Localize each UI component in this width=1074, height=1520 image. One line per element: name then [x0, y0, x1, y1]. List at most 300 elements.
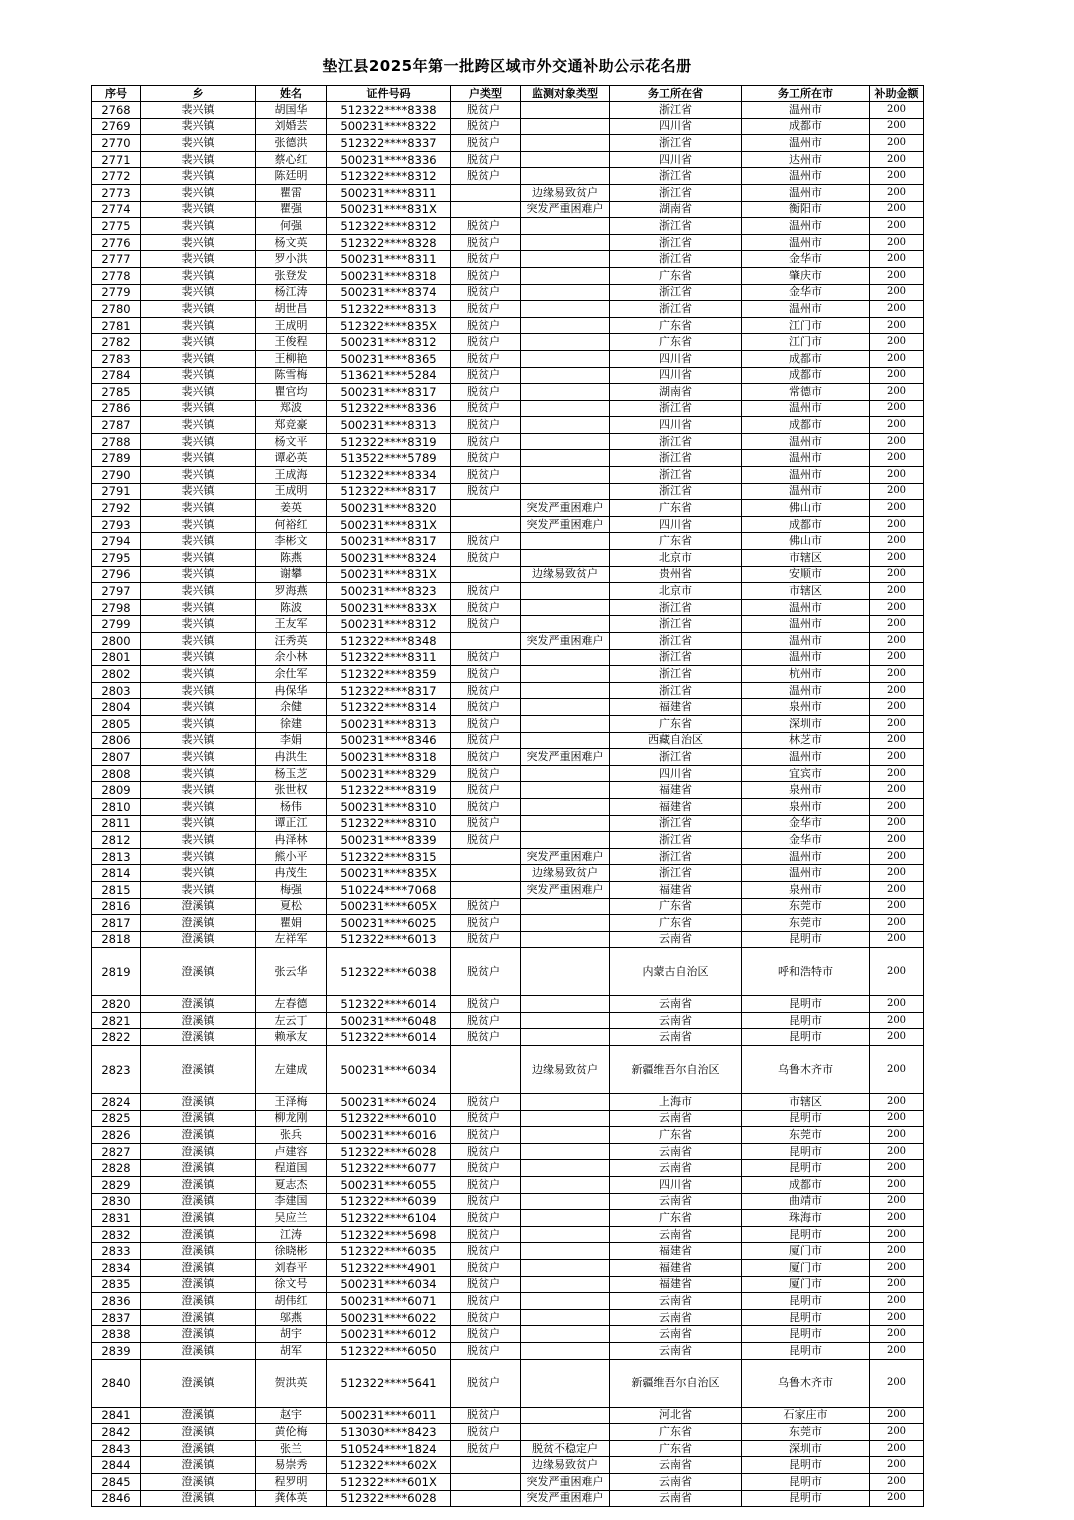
table-row: [92, 699, 924, 716]
cell-id: 500231****8322: [327, 118, 451, 135]
cell-work-province: 云南省: [610, 931, 742, 948]
cell-monitor-type: [521, 996, 610, 1013]
cell-seq: 2842: [92, 1424, 141, 1441]
cell-seq: 2783: [92, 350, 141, 367]
cell-household-type: [451, 881, 521, 898]
cell-name: 熊小平: [256, 848, 327, 865]
cell-monitor-type: [521, 1424, 610, 1441]
cell-work-province: 四川省: [610, 516, 742, 533]
cell-seq: 2845: [92, 1473, 141, 1490]
cell-seq: 2798: [92, 599, 141, 616]
cell-town: 裴兴镇: [141, 218, 256, 235]
cell-id: 500231****6048: [327, 1012, 451, 1029]
cell-household-type: 脱贫户: [451, 931, 521, 948]
cell-monitor-type: [521, 267, 610, 284]
cell-name: 左春德: [256, 996, 327, 1013]
cell-name: 余仕军: [256, 666, 327, 683]
cell-work-province: 广东省: [610, 267, 742, 284]
cell-seq: 2844: [92, 1457, 141, 1474]
cell-name: 赵宇: [256, 1407, 327, 1424]
cell-monitor-type: [521, 1243, 610, 1260]
cell-work-city: 厦门市: [742, 1276, 870, 1293]
cell-id: 500231****831X: [327, 201, 451, 218]
cell-amount: 200: [870, 915, 924, 932]
cell-household-type: 脱贫户: [451, 1226, 521, 1243]
table-row: [92, 1276, 924, 1293]
cell-id: 500231****8323: [327, 583, 451, 600]
cell-household-type: [451, 1490, 521, 1507]
cell-work-city: 昆明市: [742, 1309, 870, 1326]
cell-id: 512322****8317: [327, 483, 451, 500]
cell-amount: 200: [870, 616, 924, 633]
cell-work-province: 云南省: [610, 996, 742, 1013]
cell-id: 512322****6077: [327, 1160, 451, 1177]
cell-work-city: 昆明市: [742, 1342, 870, 1359]
cell-amount: 200: [870, 533, 924, 550]
table-row: [92, 417, 924, 434]
cell-work-province: 浙江省: [610, 666, 742, 683]
table-row: [92, 433, 924, 450]
cell-name: 瞿雷: [256, 184, 327, 201]
cell-work-city: 江门市: [742, 334, 870, 351]
cell-town: 澄溪镇: [141, 1309, 256, 1326]
cell-household-type: 脱贫户: [451, 1359, 521, 1407]
cell-town: 澄溪镇: [141, 1193, 256, 1210]
cell-town: 澄溪镇: [141, 948, 256, 996]
table-row: [92, 865, 924, 882]
cell-work-province: 广东省: [610, 715, 742, 732]
cell-name: 程道国: [256, 1160, 327, 1177]
cell-id: 512322****5698: [327, 1226, 451, 1243]
cell-id: 512322****6050: [327, 1342, 451, 1359]
cell-monitor-type: 边缘易致贫户: [521, 184, 610, 201]
cell-amount: 200: [870, 1359, 924, 1407]
table-row: [92, 201, 924, 218]
table-row: [92, 1309, 924, 1326]
cell-town: 澄溪镇: [141, 1143, 256, 1160]
cell-work-province: 广东省: [610, 334, 742, 351]
table-row: [92, 135, 924, 152]
cell-household-type: 脱贫户: [451, 649, 521, 666]
cell-household-type: [451, 516, 521, 533]
cell-seq: 2806: [92, 732, 141, 749]
cell-id: 500231****6011: [327, 1407, 451, 1424]
cell-town: 澄溪镇: [141, 1342, 256, 1359]
cell-work-city: 泉州市: [742, 699, 870, 716]
table-row: [92, 1424, 924, 1441]
cell-monitor-type: [521, 367, 610, 384]
cell-town: 裴兴镇: [141, 284, 256, 301]
cell-town: 裴兴镇: [141, 749, 256, 766]
cell-monitor-type: [521, 467, 610, 484]
table-row: [92, 1243, 924, 1260]
cell-town: 裴兴镇: [141, 765, 256, 782]
cell-monitor-type: [521, 682, 610, 699]
cell-name: 易崇秀: [256, 1457, 327, 1474]
cell-town: 澄溪镇: [141, 1094, 256, 1111]
cell-work-province: 福建省: [610, 798, 742, 815]
cell-id: 500231****8311: [327, 251, 451, 268]
cell-work-city: 厦门市: [742, 1260, 870, 1277]
cell-monitor-type: [521, 599, 610, 616]
cell-id: 512322****8338: [327, 102, 451, 119]
table-row: [92, 218, 924, 235]
cell-household-type: 脱贫户: [451, 715, 521, 732]
cell-household-type: 脱贫户: [451, 898, 521, 915]
cell-work-province: 浙江省: [610, 815, 742, 832]
cell-work-city: 昆明市: [742, 1226, 870, 1243]
cell-town: 裴兴镇: [141, 516, 256, 533]
table-row: [92, 500, 924, 517]
cell-monitor-type: 边缘易致贫户: [521, 1046, 610, 1094]
cell-work-province: 浙江省: [610, 832, 742, 849]
cell-work-city: 昆明市: [742, 1473, 870, 1490]
cell-monitor-type: [521, 798, 610, 815]
cell-household-type: 脱贫户: [451, 550, 521, 567]
cell-household-type: 脱贫户: [451, 583, 521, 600]
cell-name: 刘春平: [256, 1260, 327, 1277]
cell-seq: 2812: [92, 832, 141, 849]
cell-work-province: 广东省: [610, 915, 742, 932]
cell-id: 512322****8336: [327, 400, 451, 417]
cell-household-type: 脱贫户: [451, 1094, 521, 1111]
cell-work-city: 温州市: [742, 682, 870, 699]
cell-name: 夏松: [256, 898, 327, 915]
cell-amount: 200: [870, 649, 924, 666]
cell-name: 冉保华: [256, 682, 327, 699]
cell-work-city: 常德市: [742, 384, 870, 401]
cell-monitor-type: 突发严重困难户: [521, 516, 610, 533]
table-row: [92, 1110, 924, 1127]
cell-monitor-type: [521, 301, 610, 318]
cell-seq: 2837: [92, 1309, 141, 1326]
cell-name: 谭正江: [256, 815, 327, 832]
cell-monitor-type: [521, 583, 610, 600]
cell-work-province: 河北省: [610, 1407, 742, 1424]
cell-id: 500231****833X: [327, 599, 451, 616]
cell-amount: 200: [870, 550, 924, 567]
cell-household-type: 脱贫户: [451, 1127, 521, 1144]
cell-monitor-type: [521, 616, 610, 633]
table-row: [92, 533, 924, 550]
cell-monitor-type: [521, 832, 610, 849]
cell-work-province: 云南省: [610, 1490, 742, 1507]
cell-work-city: 石家庄市: [742, 1407, 870, 1424]
cell-work-province: 浙江省: [610, 599, 742, 616]
cell-monitor-type: [521, 533, 610, 550]
cell-amount: 200: [870, 1177, 924, 1194]
cell-monitor-type: [521, 915, 610, 932]
cell-work-city: 温州市: [742, 599, 870, 616]
cell-amount: 200: [870, 218, 924, 235]
cell-work-province: 广东省: [610, 898, 742, 915]
cell-seq: 2802: [92, 666, 141, 683]
cell-town: 澄溪镇: [141, 1029, 256, 1046]
cell-work-city: 珠海市: [742, 1210, 870, 1227]
cell-household-type: 脱贫户: [451, 832, 521, 849]
cell-work-city: 昆明市: [742, 1490, 870, 1507]
cell-id: 512322****8313: [327, 301, 451, 318]
cell-work-province: 浙江省: [610, 616, 742, 633]
table-row: [92, 915, 924, 932]
cell-household-type: 脱贫户: [451, 334, 521, 351]
table-row: [92, 1260, 924, 1277]
cell-town: 裴兴镇: [141, 533, 256, 550]
cell-id: 500231****605X: [327, 898, 451, 915]
cell-name: 王成明: [256, 317, 327, 334]
page-title: 垫江县2025年第一批跨区域市外交通补助公示花名册: [322, 57, 692, 75]
cell-town: 裴兴镇: [141, 732, 256, 749]
cell-id: 500231****8324: [327, 550, 451, 567]
cell-name: 杨伟: [256, 798, 327, 815]
table-row: [92, 1177, 924, 1194]
cell-work-city: 东莞市: [742, 1127, 870, 1144]
cell-monitor-type: 脱贫不稳定户: [521, 1440, 610, 1457]
cell-amount: 200: [870, 500, 924, 517]
cell-amount: 200: [870, 417, 924, 434]
cell-work-province: 云南省: [610, 1326, 742, 1343]
cell-work-city: 泉州市: [742, 782, 870, 799]
cell-work-city: 泉州市: [742, 881, 870, 898]
cell-town: 裴兴镇: [141, 815, 256, 832]
cell-work-province: 四川省: [610, 1177, 742, 1194]
cell-amount: 200: [870, 467, 924, 484]
table-row: [92, 1440, 924, 1457]
cell-household-type: 脱贫户: [451, 798, 521, 815]
cell-amount: 200: [870, 317, 924, 334]
cell-monitor-type: [521, 898, 610, 915]
cell-amount: 200: [870, 284, 924, 301]
cell-name: 吴应兰: [256, 1210, 327, 1227]
cell-monitor-type: [521, 649, 610, 666]
cell-work-province: 浙江省: [610, 168, 742, 185]
cell-monitor-type: 突发严重困难户: [521, 1490, 610, 1507]
cell-household-type: [451, 1473, 521, 1490]
cell-household-type: 脱贫户: [451, 135, 521, 152]
table-row: [92, 682, 924, 699]
cell-id: 500231****8374: [327, 284, 451, 301]
cell-name: 刘婚芸: [256, 118, 327, 135]
header-id: 证件号码: [327, 86, 451, 102]
cell-work-province: 北京市: [610, 550, 742, 567]
cell-work-province: 福建省: [610, 1276, 742, 1293]
cell-id: 500231****6025: [327, 915, 451, 932]
cell-name: 蔡心红: [256, 151, 327, 168]
cell-household-type: 脱贫户: [451, 102, 521, 119]
cell-town: 裴兴镇: [141, 118, 256, 135]
cell-name: 左祥军: [256, 931, 327, 948]
cell-town: 裴兴镇: [141, 201, 256, 218]
cell-work-city: 温州市: [742, 168, 870, 185]
cell-household-type: 脱贫户: [451, 1440, 521, 1457]
cell-work-city: 温州市: [742, 450, 870, 467]
cell-household-type: 脱贫户: [451, 218, 521, 235]
cell-id: 512322****5641: [327, 1359, 451, 1407]
cell-amount: 200: [870, 832, 924, 849]
cell-seq: 2800: [92, 633, 141, 650]
cell-monitor-type: [521, 666, 610, 683]
cell-amount: 200: [870, 1326, 924, 1343]
cell-work-province: 云南省: [610, 1110, 742, 1127]
cell-seq: 2819: [92, 948, 141, 996]
header-name: 姓名: [256, 86, 327, 102]
table-row: [92, 1226, 924, 1243]
cell-seq: 2841: [92, 1407, 141, 1424]
cell-seq: 2774: [92, 201, 141, 218]
cell-seq: 2815: [92, 881, 141, 898]
cell-town: 澄溪镇: [141, 1243, 256, 1260]
table-row: [92, 1127, 924, 1144]
cell-seq: 2827: [92, 1143, 141, 1160]
cell-household-type: 脱贫户: [451, 350, 521, 367]
cell-monitor-type: [521, 1309, 610, 1326]
cell-seq: 2803: [92, 682, 141, 699]
cell-seq: 2846: [92, 1490, 141, 1507]
cell-monitor-type: [521, 317, 610, 334]
cell-seq: 2833: [92, 1243, 141, 1260]
cell-monitor-type: [521, 699, 610, 716]
cell-work-city: 乌鲁木齐市: [742, 1359, 870, 1407]
cell-id: 512322****8315: [327, 848, 451, 865]
cell-work-city: 温州市: [742, 433, 870, 450]
cell-monitor-type: [521, 284, 610, 301]
cell-town: 裴兴镇: [141, 500, 256, 517]
cell-amount: 200: [870, 798, 924, 815]
cell-monitor-type: [521, 251, 610, 268]
cell-household-type: 脱贫户: [451, 1012, 521, 1029]
cell-town: 裴兴镇: [141, 583, 256, 600]
cell-work-city: 乌鲁木齐市: [742, 1046, 870, 1094]
cell-monitor-type: 边缘易致贫户: [521, 566, 610, 583]
cell-seq: 2813: [92, 848, 141, 865]
cell-seq: 2792: [92, 500, 141, 517]
cell-seq: 2768: [92, 102, 141, 119]
cell-id: 512322****8334: [327, 467, 451, 484]
cell-amount: 200: [870, 749, 924, 766]
cell-town: 裴兴镇: [141, 798, 256, 815]
cell-amount: 200: [870, 102, 924, 119]
cell-town: 澄溪镇: [141, 1110, 256, 1127]
cell-name: 梅强: [256, 881, 327, 898]
cell-household-type: 脱贫户: [451, 1293, 521, 1310]
table-row: [92, 284, 924, 301]
cell-work-city: 厦门市: [742, 1243, 870, 1260]
cell-work-city: 深圳市: [742, 715, 870, 732]
cell-household-type: [451, 566, 521, 583]
cell-name: 卢建容: [256, 1143, 327, 1160]
cell-household-type: 脱贫户: [451, 749, 521, 766]
cell-name: 王友军: [256, 616, 327, 633]
cell-amount: 200: [870, 135, 924, 152]
cell-amount: 200: [870, 1260, 924, 1277]
cell-town: 澄溪镇: [141, 1440, 256, 1457]
cell-name: 王柳艳: [256, 350, 327, 367]
cell-name: 张兰: [256, 1440, 327, 1457]
table-row: [92, 616, 924, 633]
cell-amount: 200: [870, 516, 924, 533]
cell-monitor-type: [521, 1160, 610, 1177]
cell-work-city: 佛山市: [742, 533, 870, 550]
cell-town: 澄溪镇: [141, 1326, 256, 1343]
cell-name: 姜英: [256, 500, 327, 517]
cell-amount: 200: [870, 599, 924, 616]
cell-monitor-type: [521, 483, 610, 500]
cell-seq: 2843: [92, 1440, 141, 1457]
cell-household-type: 脱贫户: [451, 433, 521, 450]
cell-seq: 2805: [92, 715, 141, 732]
cell-amount: 200: [870, 1424, 924, 1441]
cell-town: 裴兴镇: [141, 168, 256, 185]
cell-amount: 200: [870, 1094, 924, 1111]
cell-household-type: 脱贫户: [451, 1342, 521, 1359]
cell-amount: 200: [870, 433, 924, 450]
table-row: [92, 715, 924, 732]
cell-id: 512322****6013: [327, 931, 451, 948]
cell-work-city: 成都市: [742, 367, 870, 384]
cell-work-city: 成都市: [742, 118, 870, 135]
cell-work-city: 曲靖市: [742, 1193, 870, 1210]
cell-monitor-type: [521, 118, 610, 135]
cell-amount: 200: [870, 699, 924, 716]
cell-household-type: 脱贫户: [451, 251, 521, 268]
cell-work-city: 温州市: [742, 218, 870, 235]
cell-household-type: [451, 1046, 521, 1094]
cell-work-province: 浙江省: [610, 184, 742, 201]
table-row: [92, 234, 924, 251]
cell-work-province: 浙江省: [610, 649, 742, 666]
header-monitor-type: 监测对象类型: [521, 86, 610, 102]
cell-work-province: 浙江省: [610, 251, 742, 268]
cell-id: 512322****6014: [327, 1029, 451, 1046]
cell-amount: 200: [870, 715, 924, 732]
cell-seq: 2835: [92, 1276, 141, 1293]
cell-work-city: 温州市: [742, 633, 870, 650]
cell-seq: 2771: [92, 151, 141, 168]
cell-amount: 200: [870, 1407, 924, 1424]
cell-town: 裴兴镇: [141, 566, 256, 583]
cell-id: 512322****8311: [327, 649, 451, 666]
cell-amount: 200: [870, 583, 924, 600]
cell-seq: 2821: [92, 1012, 141, 1029]
cell-work-city: 温州市: [742, 848, 870, 865]
cell-town: 裴兴镇: [141, 682, 256, 699]
cell-monitor-type: 突发严重困难户: [521, 1473, 610, 1490]
cell-amount: 200: [870, 682, 924, 699]
cell-name: 杨文英: [256, 234, 327, 251]
table-row: [92, 765, 924, 782]
table-row: [92, 1012, 924, 1029]
cell-amount: 200: [870, 251, 924, 268]
cell-amount: 200: [870, 400, 924, 417]
table-row: [92, 1359, 924, 1407]
cell-name: 陈雪梅: [256, 367, 327, 384]
table-row: [92, 384, 924, 401]
cell-work-province: 四川省: [610, 350, 742, 367]
cell-work-province: 浙江省: [610, 848, 742, 865]
cell-id: 500231****8313: [327, 715, 451, 732]
cell-seq: 2808: [92, 765, 141, 782]
cell-amount: 200: [870, 1457, 924, 1474]
cell-monitor-type: [521, 234, 610, 251]
cell-town: 澄溪镇: [141, 1127, 256, 1144]
table-row: [92, 1490, 924, 1507]
cell-town: 澄溪镇: [141, 1359, 256, 1407]
cell-work-province: 福建省: [610, 881, 742, 898]
cell-monitor-type: [521, 931, 610, 948]
cell-town: 裴兴镇: [141, 135, 256, 152]
cell-amount: 200: [870, 848, 924, 865]
cell-town: 裴兴镇: [141, 350, 256, 367]
